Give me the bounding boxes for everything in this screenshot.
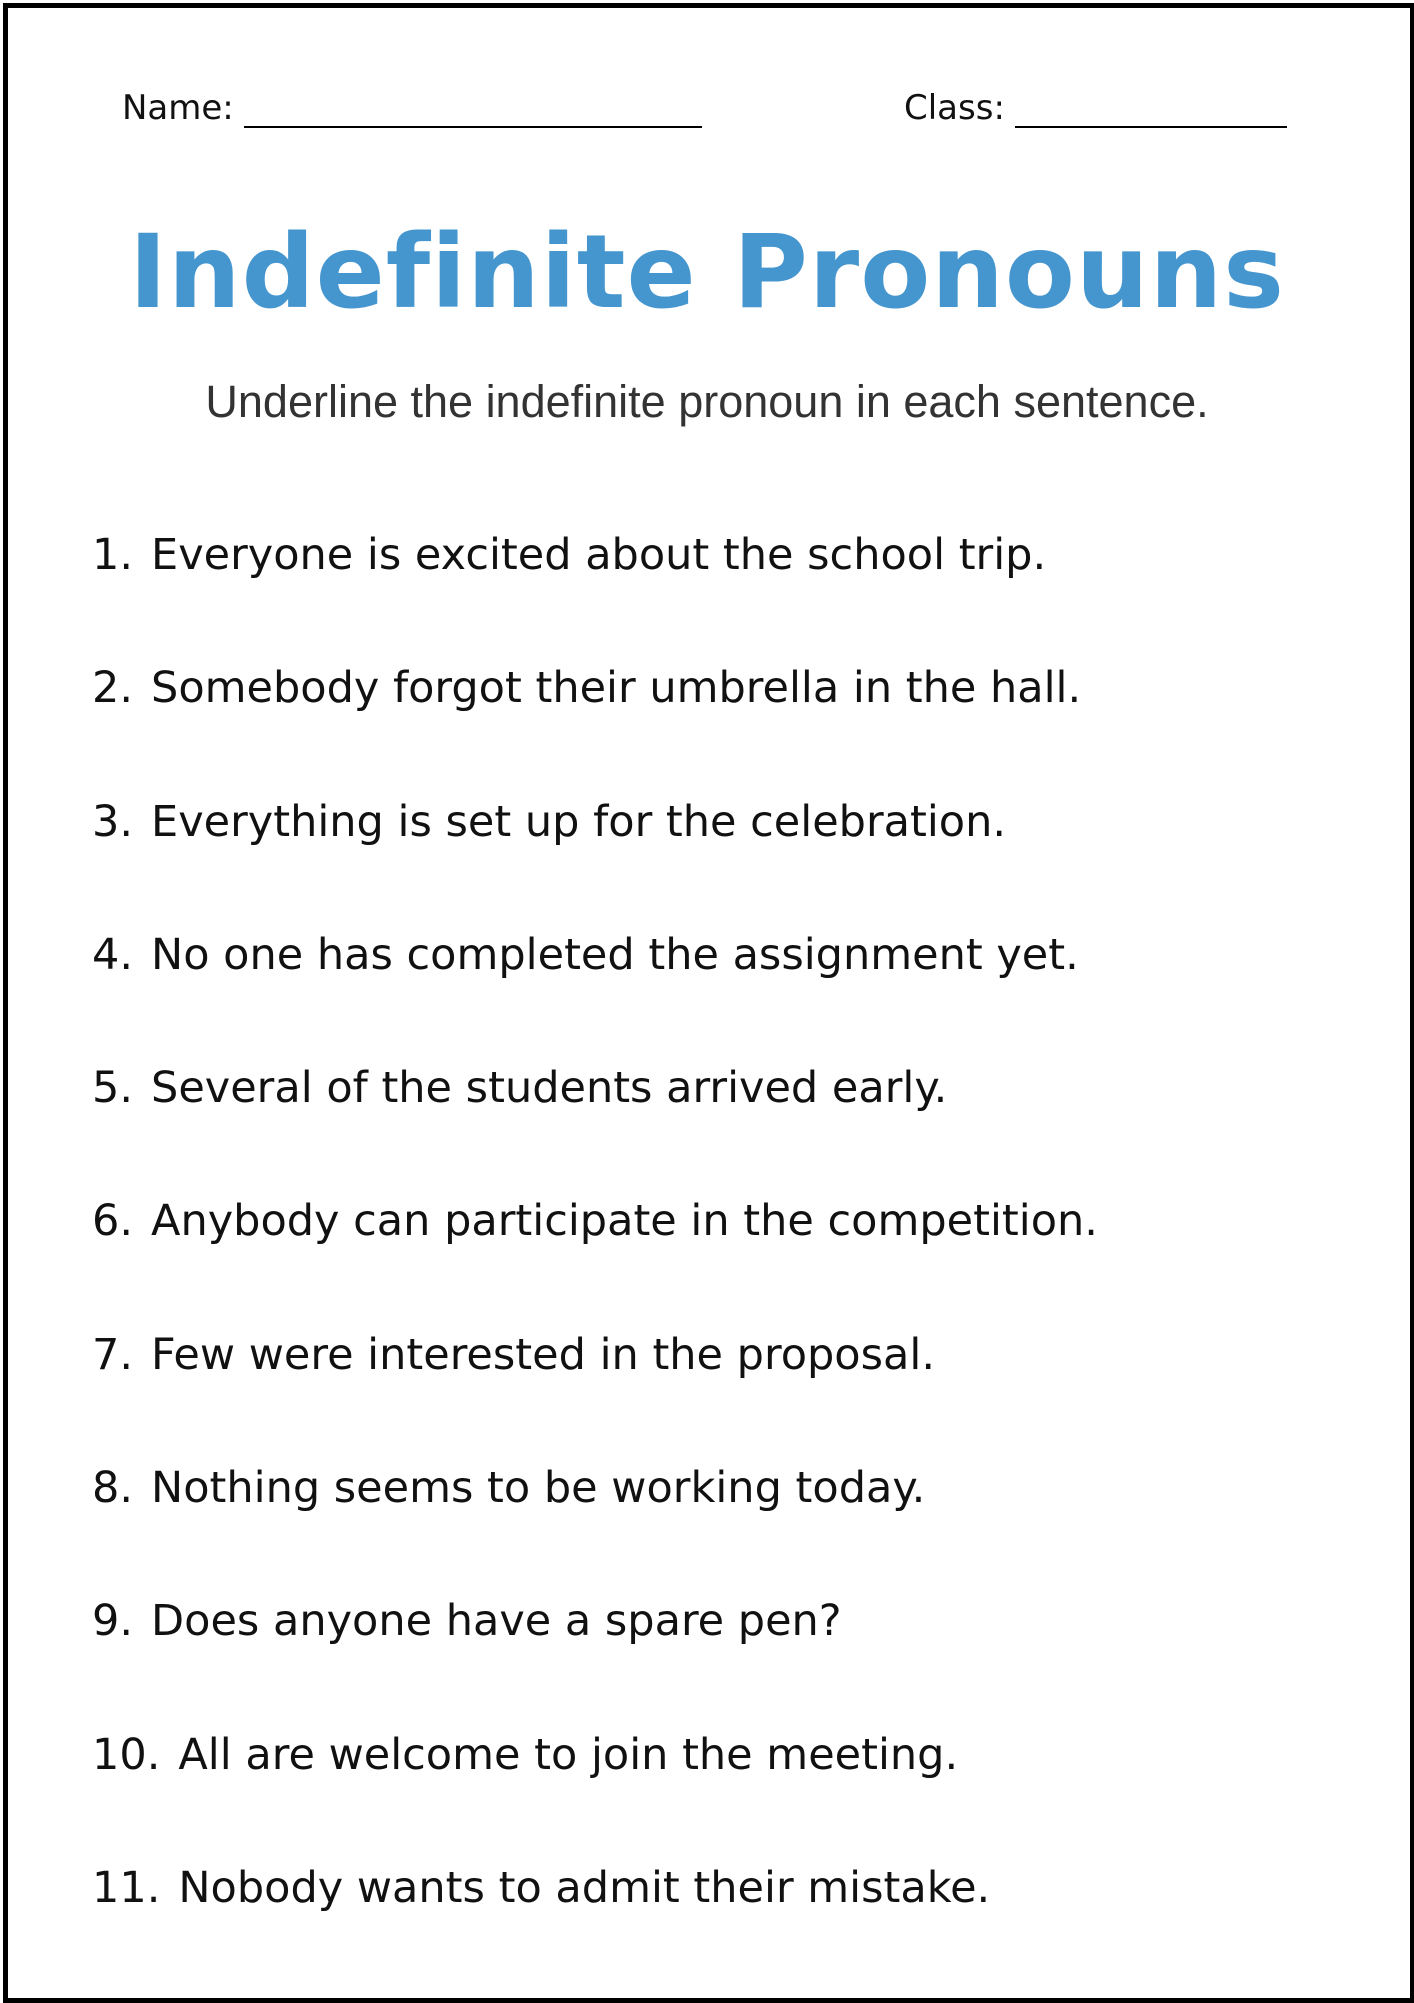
question-number: 11. <box>92 1862 161 1913</box>
question-number: 4. <box>92 929 134 980</box>
question-number: 2. <box>92 663 134 714</box>
question-item <box>92 1853 1322 1986</box>
question-text: Few were interested in the proposal. <box>151 1329 935 1380</box>
question-item <box>92 520 1322 653</box>
class-label: Class: <box>904 88 1005 128</box>
question-number: 9. <box>92 1596 134 1647</box>
class-blank-line[interactable] <box>1015 88 1287 128</box>
question-number: 8. <box>92 1463 134 1514</box>
question-text: Anybody can participate in the competition. <box>151 1196 1098 1247</box>
question-number: 5. <box>92 1063 134 1114</box>
question-number: 10. <box>92 1729 161 1780</box>
question-item <box>92 1586 1322 1719</box>
question-text: All are welcome to join the meeting. <box>178 1729 959 1780</box>
question-text: Nothing seems to be working today. <box>151 1463 926 1514</box>
header-row <box>0 88 1414 138</box>
question-item <box>92 787 1322 920</box>
class-field <box>904 88 1287 128</box>
question-item <box>92 1053 1322 1186</box>
question-item <box>92 653 1322 786</box>
question-number: 6. <box>92 1196 134 1247</box>
question-text: No one has completed the assignment yet. <box>151 929 1079 980</box>
question-text: Everything is set up for the celebration. <box>151 796 1007 847</box>
question-item <box>92 1320 1322 1453</box>
question-list <box>92 520 1322 1986</box>
instructions: Underline the indefinite pronoun in each sentence. <box>205 376 1209 427</box>
name-label: Name: <box>122 88 234 128</box>
question-item <box>92 920 1322 1053</box>
question-item <box>92 1453 1322 1586</box>
name-blank-line[interactable] <box>244 88 702 128</box>
question-number: 3. <box>92 796 134 847</box>
question-text: Everyone is excited about the school trip. <box>151 530 1047 580</box>
question-number: 7. <box>92 1329 134 1380</box>
question-number: 1. <box>92 530 134 580</box>
name-field <box>122 88 702 128</box>
worksheet-title: Indefinite Pronouns <box>129 213 1285 332</box>
question-item <box>92 1186 1322 1319</box>
question-item <box>92 1720 1322 1853</box>
question-text: Somebody forgot their umbrella in the hall. <box>151 663 1082 714</box>
question-text: Several of the students arrived early. <box>151 1063 948 1114</box>
question-text: Nobody wants to admit their mistake. <box>178 1862 991 1913</box>
question-text: Does anyone have a spare pen? <box>151 1596 842 1647</box>
